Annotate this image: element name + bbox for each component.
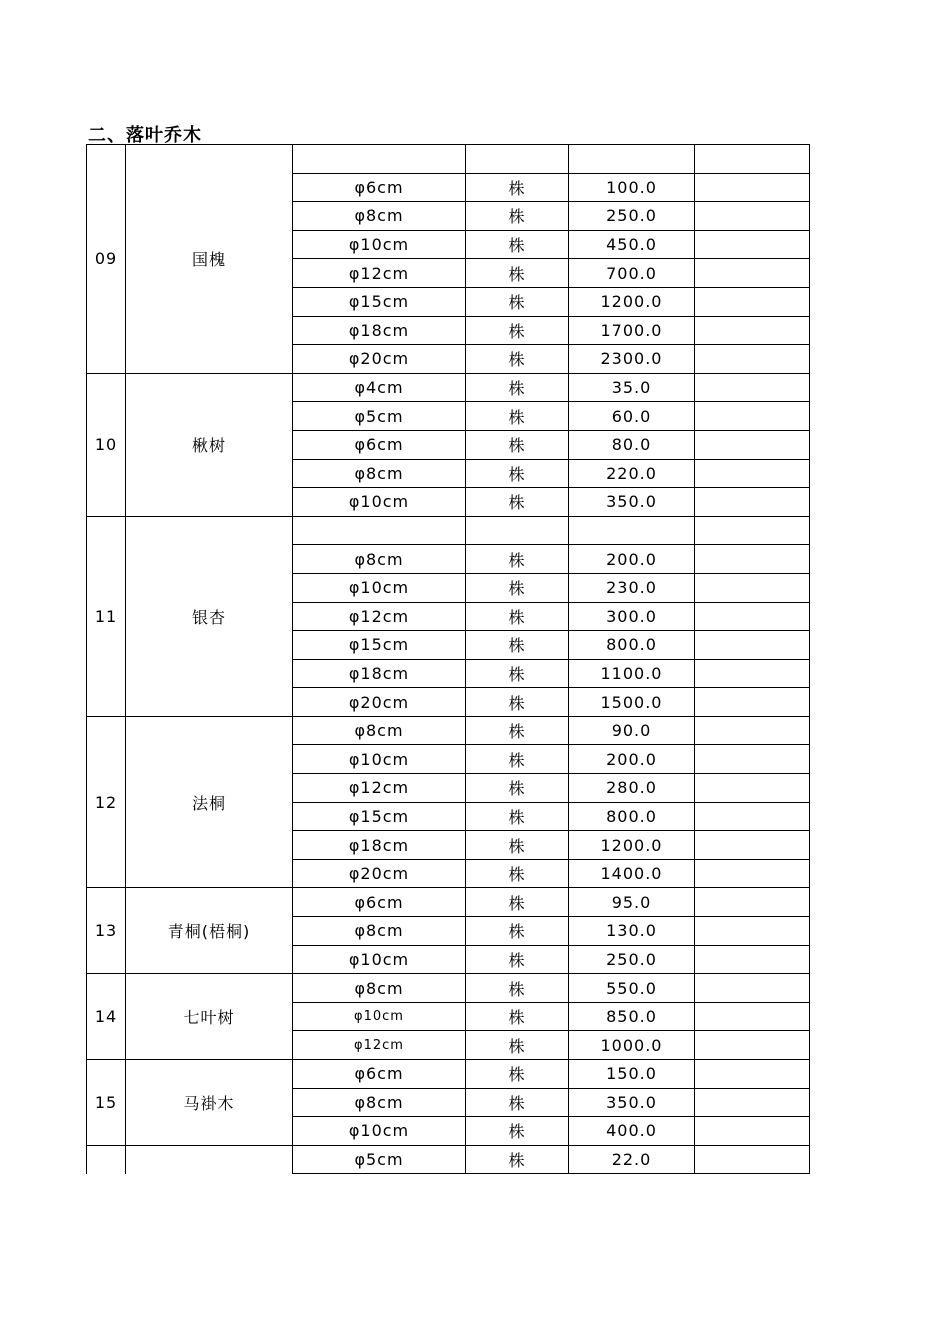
plant-name-cell: 银杏 <box>126 516 293 716</box>
unit-cell: 株 <box>466 373 569 402</box>
unit-cell: 株 <box>466 716 569 745</box>
note-cell <box>695 516 810 545</box>
unit-cell: 株 <box>466 602 569 631</box>
spec-cell: φ10cm <box>293 230 466 259</box>
unit-cell: 株 <box>466 430 569 459</box>
price-table-body <box>87 145 810 1174</box>
price-cell: 1100.0 <box>569 659 695 688</box>
price-cell: 800.0 <box>569 802 695 831</box>
spec-cell <box>293 516 466 545</box>
item-number-cell: 11 <box>87 516 126 716</box>
note-cell <box>695 573 810 602</box>
price-cell: 250.0 <box>569 945 695 974</box>
plant-name-cell: 七叶树 <box>126 974 293 1060</box>
spec-cell: φ4cm <box>293 373 466 402</box>
note-cell <box>695 659 810 688</box>
table-row <box>87 888 810 917</box>
spec-cell: φ18cm <box>293 659 466 688</box>
note-cell <box>695 345 810 374</box>
spec-cell: φ5cm <box>293 402 466 431</box>
price-cell: 280.0 <box>569 774 695 803</box>
note-cell <box>695 716 810 745</box>
table-row <box>87 373 810 402</box>
price-cell: 60.0 <box>569 402 695 431</box>
note-cell <box>695 488 810 517</box>
spec-cell: φ12cm <box>293 1031 466 1060</box>
plant-name-cell: 楸树 <box>126 373 293 516</box>
item-number-cell: 09 <box>87 145 126 374</box>
note-cell <box>695 1088 810 1117</box>
unit-cell: 株 <box>466 573 569 602</box>
spec-cell: φ15cm <box>293 631 466 660</box>
spec-cell: φ10cm <box>293 573 466 602</box>
note-cell <box>695 888 810 917</box>
price-cell: 130.0 <box>569 917 695 946</box>
price-cell: 550.0 <box>569 974 695 1003</box>
note-cell <box>695 831 810 860</box>
price-cell: 80.0 <box>569 430 695 459</box>
unit-cell: 株 <box>466 688 569 717</box>
spec-cell: φ20cm <box>293 688 466 717</box>
spec-cell: φ8cm <box>293 202 466 231</box>
spec-cell <box>293 145 466 174</box>
price-cell: 95.0 <box>569 888 695 917</box>
note-cell <box>695 917 810 946</box>
spec-cell: φ10cm <box>293 745 466 774</box>
unit-cell: 株 <box>466 316 569 345</box>
price-cell: 300.0 <box>569 602 695 631</box>
unit-cell: 株 <box>466 459 569 488</box>
spec-cell: φ15cm <box>293 802 466 831</box>
unit-cell: 株 <box>466 859 569 888</box>
note-cell <box>695 1031 810 1060</box>
price-cell: 1000.0 <box>569 1031 695 1060</box>
unit-cell: 株 <box>466 631 569 660</box>
item-number-cell: 10 <box>87 373 126 516</box>
item-number-cell: 13 <box>87 888 126 974</box>
unit-cell: 株 <box>466 1145 569 1174</box>
note-cell <box>695 1060 810 1089</box>
unit-cell: 株 <box>466 345 569 374</box>
price-cell: 220.0 <box>569 459 695 488</box>
unit-cell: 株 <box>466 888 569 917</box>
note-cell <box>695 974 810 1003</box>
price-cell <box>569 145 695 174</box>
note-cell <box>695 545 810 574</box>
price-cell: 150.0 <box>569 1060 695 1089</box>
note-cell <box>695 373 810 402</box>
spec-cell: φ8cm <box>293 974 466 1003</box>
note-cell <box>695 602 810 631</box>
unit-cell: 株 <box>466 1117 569 1146</box>
spec-cell: φ5cm <box>293 1145 466 1174</box>
table-row <box>87 145 810 174</box>
note-cell <box>695 145 810 174</box>
unit-cell: 株 <box>466 745 569 774</box>
unit-cell: 株 <box>466 917 569 946</box>
price-cell: 230.0 <box>569 573 695 602</box>
note-cell <box>695 688 810 717</box>
spec-cell: φ10cm <box>293 488 466 517</box>
note-cell <box>695 402 810 431</box>
unit-cell: 株 <box>466 202 569 231</box>
note-cell <box>695 1145 810 1174</box>
price-cell: 90.0 <box>569 716 695 745</box>
note-cell <box>695 459 810 488</box>
price-cell: 22.0 <box>569 1145 695 1174</box>
spec-cell: φ10cm <box>293 945 466 974</box>
price-cell <box>569 516 695 545</box>
price-cell: 800.0 <box>569 631 695 660</box>
spec-cell: φ20cm <box>293 859 466 888</box>
note-cell <box>695 1002 810 1031</box>
unit-cell: 株 <box>466 173 569 202</box>
price-cell: 2300.0 <box>569 345 695 374</box>
price-cell: 350.0 <box>569 488 695 517</box>
price-cell: 400.0 <box>569 1117 695 1146</box>
note-cell <box>695 945 810 974</box>
price-cell: 100.0 <box>569 173 695 202</box>
price-cell: 200.0 <box>569 745 695 774</box>
unit-cell: 株 <box>466 802 569 831</box>
table-row <box>87 1145 810 1174</box>
spec-cell: φ8cm <box>293 917 466 946</box>
note-cell <box>695 202 810 231</box>
price-cell: 1200.0 <box>569 287 695 316</box>
unit-cell: 株 <box>466 488 569 517</box>
note-cell <box>695 802 810 831</box>
note-cell <box>695 173 810 202</box>
unit-cell <box>466 516 569 545</box>
spec-cell: φ8cm <box>293 1088 466 1117</box>
unit-cell: 株 <box>466 402 569 431</box>
spec-cell: φ20cm <box>293 345 466 374</box>
spec-cell: φ18cm <box>293 316 466 345</box>
spec-cell: φ12cm <box>293 602 466 631</box>
note-cell <box>695 230 810 259</box>
note-cell <box>695 631 810 660</box>
section-title: 二、落叶乔木 <box>88 125 202 146</box>
item-number-cell: 14 <box>87 974 126 1060</box>
spec-cell: φ6cm <box>293 1060 466 1089</box>
plant-name-cell: 法桐 <box>126 716 293 888</box>
spec-cell: φ18cm <box>293 831 466 860</box>
unit-cell: 株 <box>466 974 569 1003</box>
plant-name-cell: 青桐(梧桐) <box>126 888 293 974</box>
plant-name-cell: 马褂木 <box>126 1060 293 1146</box>
item-number-cell <box>87 1145 126 1174</box>
spec-cell: φ6cm <box>293 173 466 202</box>
unit-cell: 株 <box>466 287 569 316</box>
spec-cell: φ10cm <box>293 1002 466 1031</box>
price-cell: 200.0 <box>569 545 695 574</box>
spec-cell: φ8cm <box>293 459 466 488</box>
unit-cell: 株 <box>466 545 569 574</box>
price-cell: 450.0 <box>569 230 695 259</box>
price-cell: 850.0 <box>569 1002 695 1031</box>
unit-cell: 株 <box>466 1002 569 1031</box>
unit-cell: 株 <box>466 831 569 860</box>
spec-cell: φ6cm <box>293 888 466 917</box>
note-cell <box>695 859 810 888</box>
note-cell <box>695 774 810 803</box>
price-cell: 1400.0 <box>569 859 695 888</box>
spec-cell: φ12cm <box>293 259 466 288</box>
unit-cell: 株 <box>466 774 569 803</box>
price-table <box>86 144 810 1174</box>
price-cell: 1200.0 <box>569 831 695 860</box>
spec-cell: φ8cm <box>293 716 466 745</box>
spec-cell: φ12cm <box>293 774 466 803</box>
table-row <box>87 516 810 545</box>
unit-cell: 株 <box>466 230 569 259</box>
spec-cell: φ10cm <box>293 1117 466 1146</box>
price-cell: 350.0 <box>569 1088 695 1117</box>
note-cell <box>695 745 810 774</box>
spec-cell: φ6cm <box>293 430 466 459</box>
note-cell <box>695 316 810 345</box>
price-cell: 250.0 <box>569 202 695 231</box>
price-cell: 35.0 <box>569 373 695 402</box>
item-number-cell: 12 <box>87 716 126 888</box>
price-cell: 700.0 <box>569 259 695 288</box>
unit-cell: 株 <box>466 1060 569 1089</box>
table-row <box>87 974 810 1003</box>
table-row <box>87 716 810 745</box>
unit-cell: 株 <box>466 945 569 974</box>
spec-cell: φ15cm <box>293 287 466 316</box>
item-number-cell: 15 <box>87 1060 126 1146</box>
unit-cell <box>466 145 569 174</box>
unit-cell: 株 <box>466 259 569 288</box>
note-cell <box>695 430 810 459</box>
price-cell: 1700.0 <box>569 316 695 345</box>
note-cell <box>695 1117 810 1146</box>
spec-cell: φ8cm <box>293 545 466 574</box>
plant-name-cell <box>126 1145 293 1174</box>
note-cell <box>695 287 810 316</box>
unit-cell: 株 <box>466 659 569 688</box>
price-cell: 1500.0 <box>569 688 695 717</box>
note-cell <box>695 259 810 288</box>
unit-cell: 株 <box>466 1088 569 1117</box>
table-row <box>87 1060 810 1089</box>
plant-name-cell: 国槐 <box>126 145 293 374</box>
unit-cell: 株 <box>466 1031 569 1060</box>
